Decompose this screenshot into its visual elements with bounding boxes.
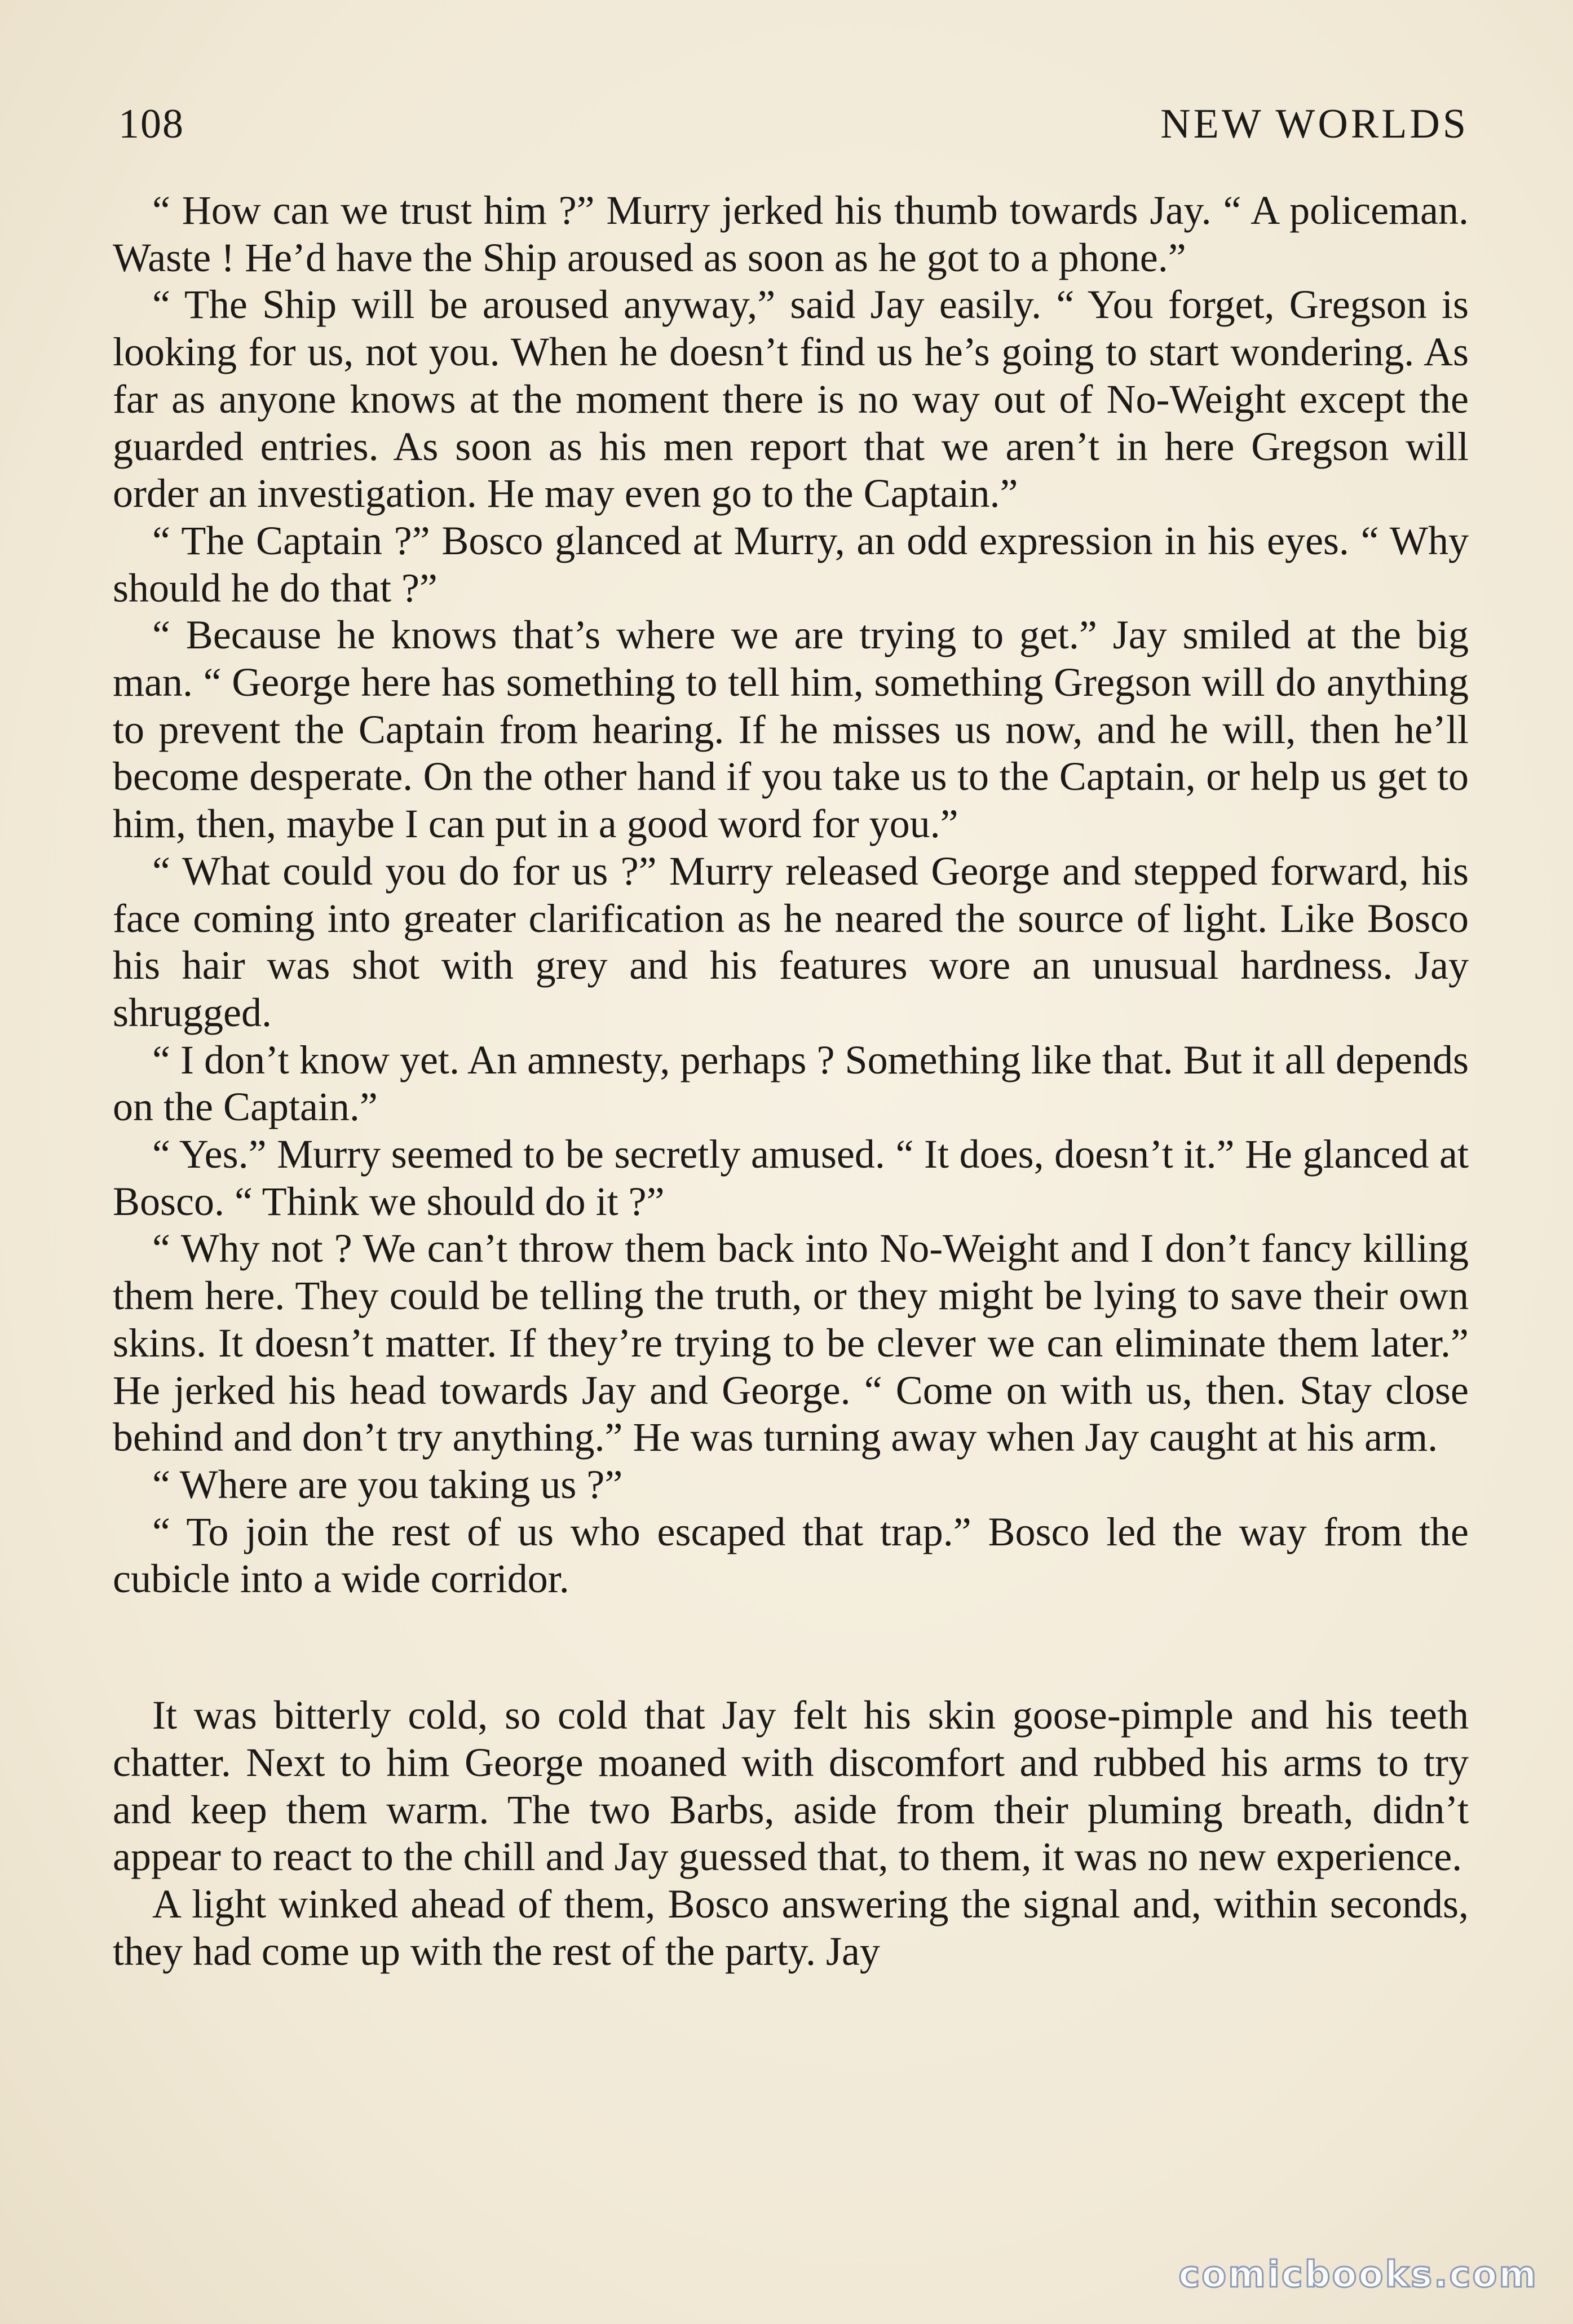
watermark-logo: comicbooks.com — [1178, 2254, 1538, 2296]
page-number: 108 — [118, 101, 184, 147]
paragraph: “ The Captain ?” Bosco glanced at Murry, an odd expression in his eyes. “ Why should he do that ?” — [113, 518, 1469, 611]
paragraph: “ Why not ? We can’t throw them back into No-Weight and I don’t fancy killing them here. They could be telling the truth, or they might be lying to save their own skins. It doesn’t matter. If they’re trying to be clever we can eliminate them later.” He jerked his head towards Jay and George. “ Come on with us, then. Stay close behind and don’t try anything.” He was turning away when Jay caught at his arm. — [113, 1226, 1469, 1460]
paragraph: “ Where are you taking us ?” — [152, 1461, 623, 1507]
paragraph: “ What could you do for us ?” Murry released George and stepped forward, his face coming into greater clarification as he neared the source of light. Like Bosco his hair was shot with grey and his features wore an unusual hardness. Jay shrugged. — [113, 848, 1469, 1035]
paragraph: “ Yes.” Murry seemed to be secretly amused. “ It does, doesn’t it.” He glanced at Bosco. “ Think we should do it ?” — [113, 1132, 1469, 1224]
paragraph: “ I don’t know yet. An amnesty, perhaps ? Something like that. But it all depends on the Captain.” — [113, 1037, 1469, 1130]
body-text — [113, 187, 1469, 1975]
paragraph: “ To join the rest of us who escaped that trap.” Bosco led the way from the cubicle into a wide corridor. — [113, 1509, 1469, 1602]
paragraph: “ The Ship will be aroused anyway,” said Jay easily. “ You forget, Gregson is looking for us, not you. When he doesn’t find us he’s going to start wondering. As far as anyone knows at the moment there is no way out of No-Weight except the guarded entries. As soon as his men report that we aren’t in here Gregson will order an investigation. He may even go to the Captain.” — [113, 282, 1469, 516]
paragraph: “ Because he knows that’s where we are trying to get.” Jay smiled at the big man. “ George here has something to tell him, something Gregson will do anything to prevent the Captain from hearing. If he misses us now, and he will, then he’ll become desperate. On the other hand if you take us to the Captain, or help us get to him, then, maybe I can put in a good word for you.” — [113, 612, 1469, 847]
journal-title: NEW WORLDS — [1160, 101, 1469, 147]
running-head — [118, 100, 1469, 151]
paragraph: “ How can we trust him ?” Murry jerked his thumb towards Jay. “ A policeman. Waste ! He’d have the Ship aroused as soon as he got to a phone.” — [113, 188, 1469, 280]
paragraph: A light winked ahead of them, Bosco answering the signal and, within seconds, they had come up with the rest of the party. Jay — [113, 1881, 1469, 1974]
paragraph: It was bitterly cold, so cold that Jay felt his skin goose-pimple and his teeth chatter. Next to him George moaned with discomfort and rubbed his arms to try and keep them warm. The two Barbs, aside from their pluming breath, didn’t appear to react to the chill and Jay guessed that, to them, it was no new experience. — [113, 1693, 1469, 1880]
